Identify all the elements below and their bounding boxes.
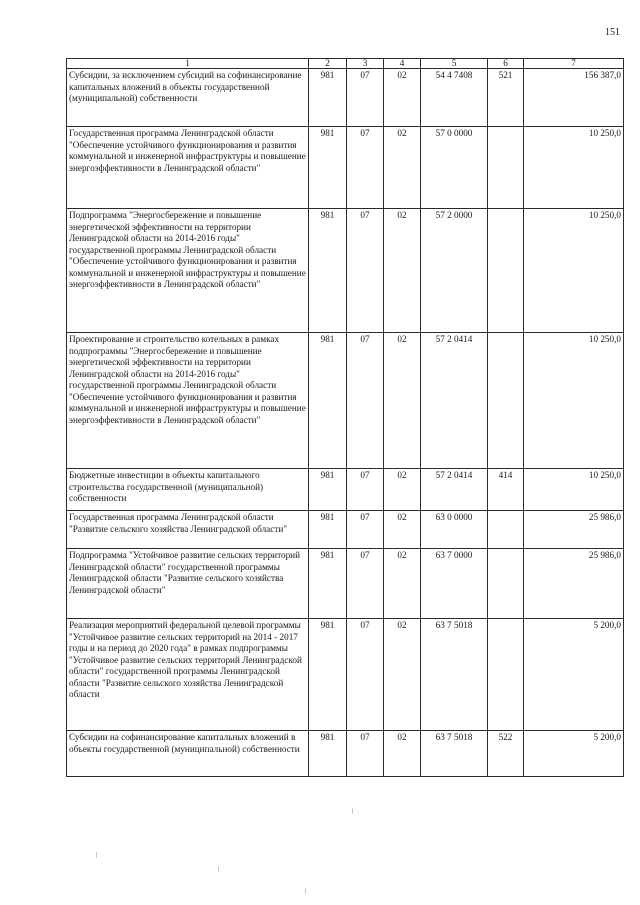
row-code-2: 981 bbox=[309, 511, 347, 549]
table-row bbox=[67, 619, 624, 731]
column-header-6: 6 bbox=[488, 59, 524, 69]
row-code-6: 521 bbox=[488, 69, 524, 127]
row-name: Реализация мероприятий федеральной целевой программы "Устойчивое развитие сельских территорий на 2014 - 2017 годы и на период до 2020 года" в рамках подпрограммы "Устойчивое развитие сельских территорий Ленинградской области" государственной программы Ленинградской области "Развитие сельского хозяйства Ленинградской области bbox=[67, 619, 309, 731]
budget-table bbox=[66, 58, 624, 777]
row-amount: 10 250,0 bbox=[524, 469, 624, 511]
scan-speck bbox=[305, 888, 306, 894]
row-name: Бюджетные инвестиции в объекты капитального строительства государственной (муниципальной) собственности bbox=[67, 469, 309, 511]
table-row bbox=[67, 127, 624, 209]
row-name: Проектирование и строительство котельных в рамках подпрограммы "Энергосбережение и повышение энергетической эффективности на территории Ленинградской области на 2014-2016 годы" государственной программы Ленинградской области "Обеспечение устойчивого функционирования и развития коммунальной и инженерной инфраструктуры и повышение энергоэффективности в Ленинградской области" bbox=[67, 333, 309, 469]
row-code-5: 63 7 5018 bbox=[421, 619, 488, 731]
table-row bbox=[67, 69, 624, 127]
row-code-6 bbox=[488, 511, 524, 549]
row-amount: 156 387,0 bbox=[524, 69, 624, 127]
scan-speck bbox=[218, 866, 219, 872]
row-code-3: 07 bbox=[347, 333, 384, 469]
row-code-2: 981 bbox=[309, 209, 347, 333]
row-amount: 5 200,0 bbox=[524, 619, 624, 731]
row-code-4: 02 bbox=[384, 127, 421, 209]
table-row bbox=[67, 333, 624, 469]
row-code-2: 981 bbox=[309, 619, 347, 731]
row-code-3: 07 bbox=[347, 209, 384, 333]
row-code-5: 63 7 5018 bbox=[421, 731, 488, 777]
row-name: Подпрограмма "Энергосбережение и повышение энергетической эффективности на территории Ленинградской области на 2014-2016 годы" государственной программы Ленинградской области "Обеспечение устойчивого функционирования и развития коммунальной и инженерной инфраструктуры и повышение энергоэффективности в Ленинградской области" bbox=[67, 209, 309, 333]
row-amount: 5 200,0 bbox=[524, 731, 624, 777]
row-code-4: 02 bbox=[384, 511, 421, 549]
table-row bbox=[67, 511, 624, 549]
table-row bbox=[67, 469, 624, 511]
row-code-6 bbox=[488, 549, 524, 619]
row-code-3: 07 bbox=[347, 549, 384, 619]
column-header-4: 4 bbox=[384, 59, 421, 69]
column-header-3: 3 bbox=[347, 59, 384, 69]
row-code-6: 522 bbox=[488, 731, 524, 777]
row-code-2: 981 bbox=[309, 469, 347, 511]
row-code-6 bbox=[488, 333, 524, 469]
row-code-3: 07 bbox=[347, 469, 384, 511]
row-code-4: 02 bbox=[384, 619, 421, 731]
row-amount: 25 986,0 bbox=[524, 511, 624, 549]
row-code-3: 07 bbox=[347, 69, 384, 127]
row-code-3: 07 bbox=[347, 127, 384, 209]
row-code-5: 63 7 0000 bbox=[421, 549, 488, 619]
scan-speck bbox=[352, 808, 353, 814]
table-row bbox=[67, 549, 624, 619]
scan-speck bbox=[96, 852, 97, 858]
row-amount: 10 250,0 bbox=[524, 209, 624, 333]
page-number: 151 bbox=[605, 27, 620, 38]
row-code-6 bbox=[488, 619, 524, 731]
row-code-4: 02 bbox=[384, 333, 421, 469]
table-row bbox=[67, 731, 624, 777]
column-header-2: 2 bbox=[309, 59, 347, 69]
row-code-5: 63 0 0000 bbox=[421, 511, 488, 549]
row-code-3: 07 bbox=[347, 731, 384, 777]
row-code-4: 02 bbox=[384, 469, 421, 511]
row-code-4: 02 bbox=[384, 549, 421, 619]
row-code-2: 981 bbox=[309, 549, 347, 619]
row-code-2: 981 bbox=[309, 333, 347, 469]
row-code-2: 981 bbox=[309, 731, 347, 777]
row-code-6: 414 bbox=[488, 469, 524, 511]
row-amount: 10 250,0 bbox=[524, 127, 624, 209]
column-header-5: 5 bbox=[421, 59, 488, 69]
row-code-4: 02 bbox=[384, 731, 421, 777]
row-amount: 10 250,0 bbox=[524, 333, 624, 469]
row-code-5: 57 0 0000 bbox=[421, 127, 488, 209]
column-header-1: 1 bbox=[67, 59, 309, 69]
table-header-row bbox=[67, 59, 624, 69]
row-name: Субсидии на софинансирование капитальных вложений в объекты государственной (муниципальной) собственности bbox=[67, 731, 309, 777]
row-code-6 bbox=[488, 209, 524, 333]
row-name: Субсидии, за исключением субсидий на софинансирование капитальных вложений в объекты государственной (муниципальной) собственности bbox=[67, 69, 309, 127]
row-name: Государственная программа Ленинградской области "Развитие сельского хозяйства Ленинградской области" bbox=[67, 511, 309, 549]
column-header-7: 7 bbox=[524, 59, 624, 69]
row-code-5: 57 2 0414 bbox=[421, 469, 488, 511]
row-code-3: 07 bbox=[347, 619, 384, 731]
row-code-3: 07 bbox=[347, 511, 384, 549]
row-amount: 25 986,0 bbox=[524, 549, 624, 619]
row-code-5: 54 4 7408 bbox=[421, 69, 488, 127]
row-code-5: 57 2 0000 bbox=[421, 209, 488, 333]
row-code-2: 981 bbox=[309, 127, 347, 209]
row-code-5: 57 2 0414 bbox=[421, 333, 488, 469]
row-name: Государственная программа Ленинградской области "Обеспечение устойчивого функционирования и развития коммунальной и инженерной инфраструктуры и повышение энергоэффективности в Ленинградской области" bbox=[67, 127, 309, 209]
table-row bbox=[67, 209, 624, 333]
row-code-6 bbox=[488, 127, 524, 209]
row-name: Подпрограмма "Устойчивое развитие сельских территорий Ленинградской области" государственной программы Ленинградской области "Развитие сельского хозяйства Ленинградской области" bbox=[67, 549, 309, 619]
row-code-2: 981 bbox=[309, 69, 347, 127]
row-code-4: 02 bbox=[384, 69, 421, 127]
row-code-4: 02 bbox=[384, 209, 421, 333]
